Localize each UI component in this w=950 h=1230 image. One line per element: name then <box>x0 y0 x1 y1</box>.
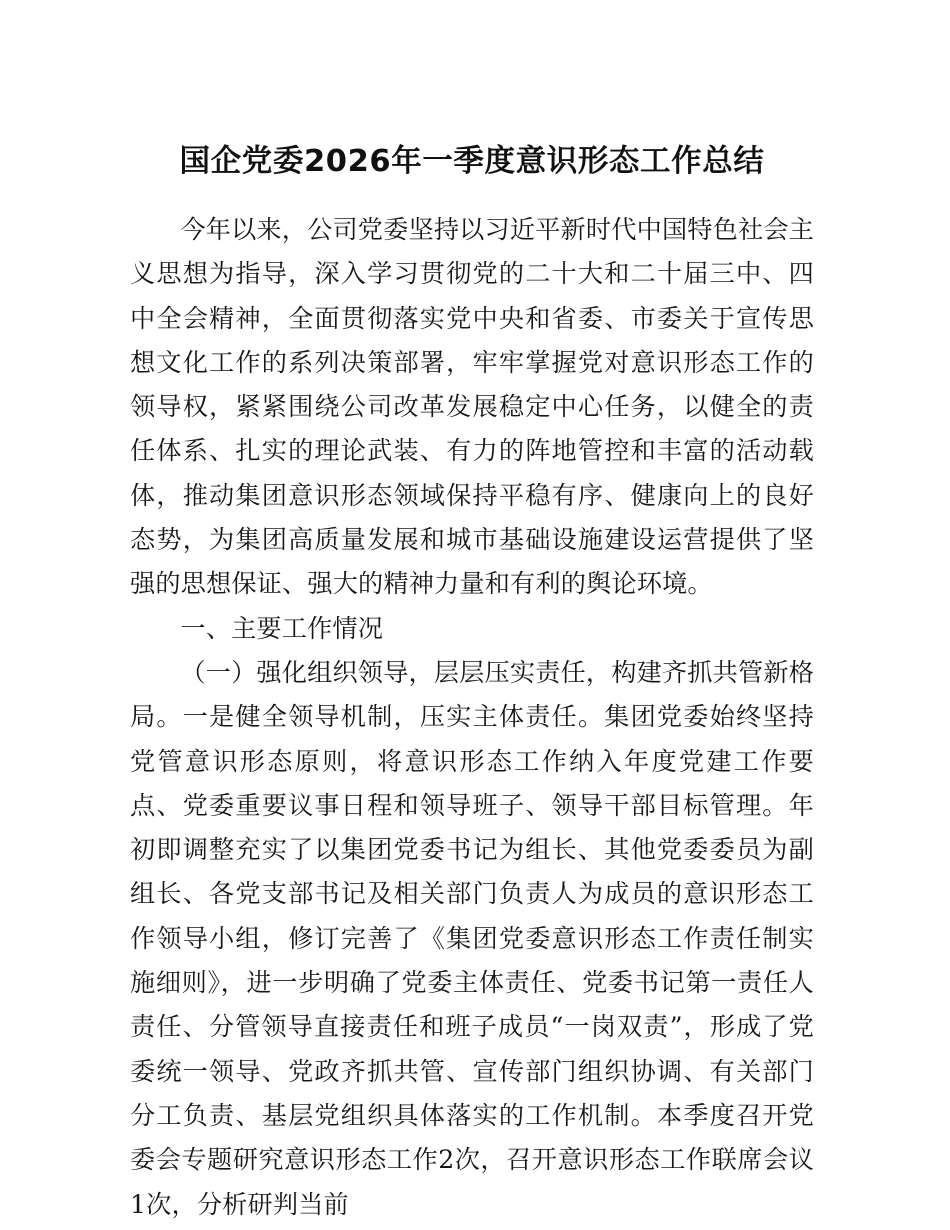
document-title: 国企党委2026年一季度意识形态工作总结 <box>179 144 765 179</box>
document-content <box>130 0 814 1227</box>
intro-paragraph: 今年以来，公司党委坚持以习近平新时代中国特色社会主义思想为指导，深入学习贯彻党的二十大和二十届三中、四中全会精神，全面贯彻落实党中央和省委、市委关于宣传思想文化工作的系列决策部署，牢牢掌握党对意识形态工作的领导权，紧紧围绕公司改革发展稳定中心任务，以健全的责任体系、扎实的理论武装、有力的阵地管控和丰富的活动载体，推动集团意识形态领域保持平稳有序、健康向上的良好态势，为集团高质量发展和城市基础设施建设运营提供了坚强的思想保证、强大的精神力量和有利的舆论环境。 <box>130 215 814 599</box>
section-heading-one: 一、主要工作情况 <box>180 613 384 643</box>
subsection-one-paragraph: （一）强化组织领导，层层压实责任，构建齐抓共管新格局。一是健全领导机制，压实主体责任。集团党委始终坚持党管意识形态原则，将意识形态工作纳入年度党建工作要点、党委重要议事日程和领导班子、领导干部目标管理。年初即调整充实了以集团党委书记为组长、其他党委委员为副组长、各党支部书记及相关部门负责人为成员的意识形态工作领导小组，修订完善了《集团党委意识形态工作责任制实施细则》，进一步明确了党委主体责任、党委书记第一责任人责任、分管领导直接责任和班子成员“一岗双责”，形成了党委统一领导、党政齐抓共管、宣传部门组织协调、有关部门分工负责、基层党组织具体落实的工作机制。本季度召开党委会专题研究意识形态工作2次，召开意识形态工作联席会议1次，分析研判当前 <box>130 657 814 1219</box>
document-body <box>130 208 814 1227</box>
